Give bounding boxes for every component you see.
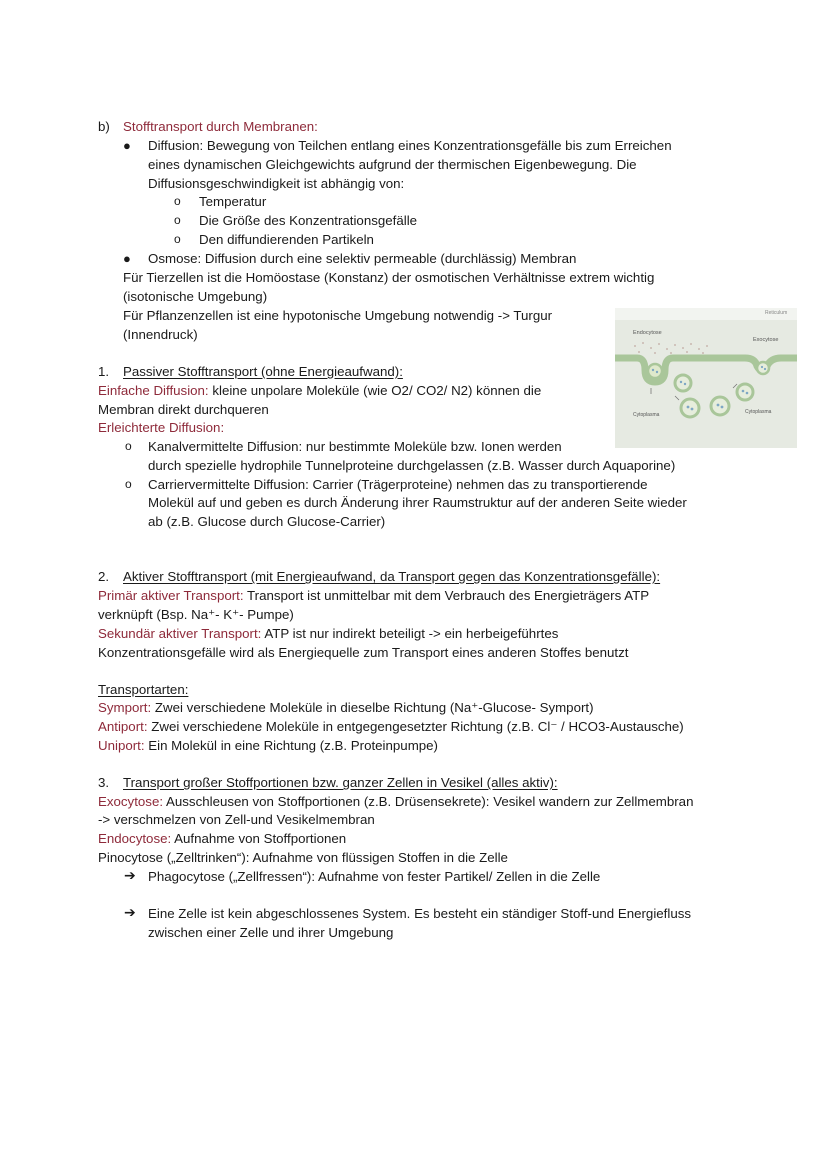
secondary-transport-text: ATP ist nur indirekt beteiligt -> ein herbeigeführtes	[264, 626, 559, 641]
circle-bullet-icon: o	[174, 213, 181, 227]
factor-item: Die Größe des Konzentrationsgefälle	[199, 213, 418, 228]
conclusion-line-1: Eine Zelle ist kein abgeschlossenes System. Es besteht ein ständiger Stoff-und Energiefluss	[148, 906, 692, 921]
endocytose-line	[98, 830, 346, 849]
factor-item: Temperatur	[199, 194, 267, 209]
section-1-number: 1.	[98, 364, 110, 379]
exocytose-text: Ausschleusen von Stoffportionen (z.B. Drüsensekrete): Vesikel wandern zur Zellmembran	[166, 794, 694, 809]
circle-bullet-icon: o	[174, 194, 181, 208]
secondary-transport-text-2: Konzentrationsgefälle wird als Energiequelle zum Transport eines anderen Stoffes benutzt	[98, 645, 629, 660]
antiport-text: Zwei verschiedene Moleküle in entgegengesetzter Richtung (z.B. Cl⁻ / HCO3-Austausche)	[151, 719, 684, 734]
section-b-marker: b)	[98, 119, 110, 134]
exocytose-label: Exocytose:	[98, 794, 164, 809]
antiport-label: Antiport:	[98, 719, 148, 734]
phagocytose-line: Phagocytose („Zellfressen“): Aufnahme von fester Partikel/ Zellen in die Zelle	[148, 869, 601, 884]
osmosis-detail-2: (isotonische Umgebung)	[123, 289, 268, 304]
osmosis-detail-4: (Innendruck)	[123, 327, 198, 342]
exocytose-text-2: -> verschmelzen von Zell-und Vesikelmembran	[98, 812, 375, 827]
simple-diffusion-text-2: Membran direkt durchqueren	[98, 402, 269, 417]
facilitated-diffusion-label: Erleichterte Diffusion:	[98, 420, 225, 435]
section-2-heading: Aktiver Stofftransport (mit Energieaufwand, da Transport gegen das Konzentrationsgefälle):	[123, 569, 661, 584]
uniport-text: Ein Molekül in eine Richtung (z.B. Proteinpumpe)	[148, 738, 438, 753]
osmosis-detail-1: Für Tierzellen ist die Homöostase (Konstanz) der osmotischen Verhältnisse extrem wichtig	[123, 270, 655, 285]
channel-line-2: durch spezielle hydrophile Tunnelproteine durchgelassen (z.B. Wasser durch Aquaporine)	[148, 458, 676, 473]
factor-item: Den diffundierenden Partikeln	[199, 232, 374, 247]
vesicle	[681, 399, 699, 417]
endocytose-label: Endocytose:	[98, 831, 172, 846]
carrier-line-3: ab (z.B. Glucose durch Glucose-Carrier)	[148, 514, 386, 529]
primary-transport-label: Primär aktiver Transport:	[98, 588, 244, 603]
symport-line	[98, 699, 594, 718]
label-exocytose: Exocytose	[753, 337, 779, 343]
vesicle	[711, 397, 729, 415]
label-endocytose: Endocytose	[633, 330, 662, 336]
section-3-heading: Transport großer Stoffportionen bzw. ganzer Zellen in Vesikel (alles aktiv):	[123, 775, 558, 790]
arrow-right-icon: ➔	[124, 904, 136, 920]
vesicle	[737, 384, 753, 400]
primary-transport-text-2: verknüpft (Bsp. Na⁺- K⁺- Pumpe)	[98, 607, 294, 622]
endocytic-vesicle	[648, 364, 662, 378]
simple-diffusion-label: Einfache Diffusion:	[98, 383, 209, 398]
circle-bullet-icon: o	[125, 439, 132, 453]
secondary-transport-label: Sekundär aktiver Transport:	[98, 626, 262, 641]
uniport-label: Uniport:	[98, 738, 145, 753]
osmosis-detail-3: Für Pflanzenzellen ist eine hypotonische Umgebung notwendig -> Turgur	[123, 308, 553, 323]
arrow-right-icon: ➔	[124, 867, 136, 883]
conclusion-line-2: zwischen einer Zelle und ihrer Umgebung	[148, 925, 394, 940]
section-b-title: Stofftransport durch Membranen:	[123, 119, 318, 134]
section-3-number: 3.	[98, 775, 110, 790]
primary-transport-text: Transport ist unmittelbar mit dem Verbrauch des Energieträgers ATP	[247, 588, 650, 603]
label-cytoplasma-left: Cytoplasma	[633, 412, 660, 418]
antiport-line	[98, 718, 684, 737]
secondary-transport-line	[98, 625, 558, 644]
endocytose-text: Aufnahme von Stoffportionen	[174, 831, 347, 846]
label-cytoplasma-right: Cytoplasma	[745, 409, 772, 415]
label-reticulum: Reticulum	[765, 310, 788, 316]
diffusion-line-1: Diffusion: Bewegung von Teilchen entlang eines Konzentrationsgefälle bis zum Erreichen	[148, 138, 672, 153]
section-2-number: 2.	[98, 569, 110, 584]
symport-label: Symport:	[98, 700, 152, 715]
exocytose-line	[98, 793, 693, 812]
simple-diffusion-text: kleine unpolare Moleküle (wie O2/ CO2/ N2) können die	[212, 383, 542, 398]
exocytic-vesicle	[757, 362, 769, 374]
simple-diffusion-line	[98, 382, 541, 401]
bullet-icon: ●	[123, 251, 131, 266]
endocytosis-exocytosis-figure	[615, 308, 797, 448]
primary-transport-line	[98, 587, 649, 606]
vesicle	[675, 375, 691, 391]
diffusion-line-3: Diffusionsgeschwindigkeit ist abhängig von:	[148, 176, 405, 191]
carrier-line-1: Carriervermittelte Diffusion: Carrier (Trägerproteine) nehmen das zu transportierende	[148, 477, 648, 492]
bullet-icon: ●	[123, 138, 131, 153]
osmosis-line: Osmose: Diffusion durch eine selektiv permeable (durchlässig) Membran	[148, 251, 577, 266]
pinocytose-line: Pinocytose („Zelltrinken“): Aufnahme von flüssigen Stoffen in die Zelle	[98, 850, 508, 865]
section-1-heading: Passiver Stofftransport (ohne Energieaufwand):	[123, 364, 403, 379]
figure-background	[615, 308, 797, 448]
vesicle-diagram	[615, 308, 797, 448]
diffusion-line-2: eines dynamischen Gleichgewichts aufgrund der thermischen Eigenbewegung. Die	[148, 157, 637, 172]
carrier-line-2: Molekül auf und geben es durch Änderung ihrer Raumstruktur auf der anderen Seite wieder	[148, 495, 687, 510]
circle-bullet-icon: o	[174, 232, 181, 246]
symport-text: Zwei verschiedene Moleküle in dieselbe Richtung (Na⁺-Glucose- Symport)	[154, 700, 594, 715]
circle-bullet-icon: o	[125, 477, 132, 491]
uniport-line	[98, 737, 438, 756]
channel-line-1: Kanalvermittelte Diffusion: nur bestimmte Moleküle bzw. Ionen werden	[148, 439, 562, 454]
transport-types-heading: Transportarten:	[98, 682, 189, 697]
